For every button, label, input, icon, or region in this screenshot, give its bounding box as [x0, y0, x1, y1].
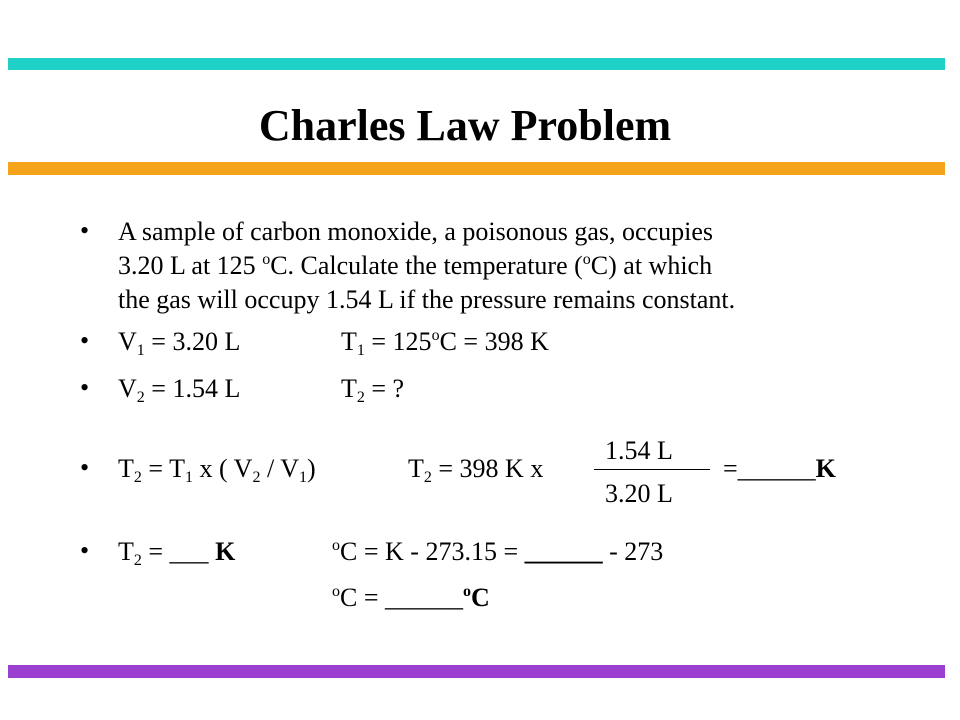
top-accent-bar [8, 58, 945, 70]
formula-general: $T_2 = T_1$ x ( $V_2 / V_1$) [118, 454, 316, 486]
bullet: • [80, 326, 90, 355]
slide-title: Charles Law Problem [258, 101, 672, 150]
answer-final: $^o$C = ______$^o$C [332, 583, 490, 612]
bullet: • [80, 453, 90, 482]
middle-accent-bar [8, 162, 945, 175]
problem-line-2: 3.20 L at 125 $^o$C. Calculate the temperature ($^o$C) at which [118, 251, 713, 280]
bullet: • [80, 216, 90, 245]
problem-line-3: the gas will occupy 1.54 L if the pressure remains constant. [118, 285, 736, 314]
given-t2: $T_2$ = ? [341, 374, 405, 406]
given-t1: $T_1 = 125^oC = 398$ K [341, 327, 549, 359]
fraction-bar [594, 469, 710, 470]
formula-calc: $T_2 = 398$ K x [408, 454, 544, 486]
answer-t2: $T_2$ = ___ K [118, 537, 236, 569]
answer-celsius: $^o$C = K - 273.15 = ______ - 273 [332, 537, 664, 566]
given-v2: $V_2 = 1.54$ L [118, 374, 241, 406]
fraction-numerator: 1.54 L [605, 436, 673, 465]
bullet: • [80, 373, 90, 402]
formula-result: =______K [723, 454, 836, 483]
given-v1: $V_1 = 3.20$ L [118, 327, 241, 359]
problem-line-1: A sample of carbon monoxide, a poisonous gas, occupies [118, 217, 713, 246]
bottom-accent-bar [8, 665, 945, 678]
bullet: • [80, 536, 90, 565]
fraction-denominator: 3.20 L [605, 479, 673, 508]
